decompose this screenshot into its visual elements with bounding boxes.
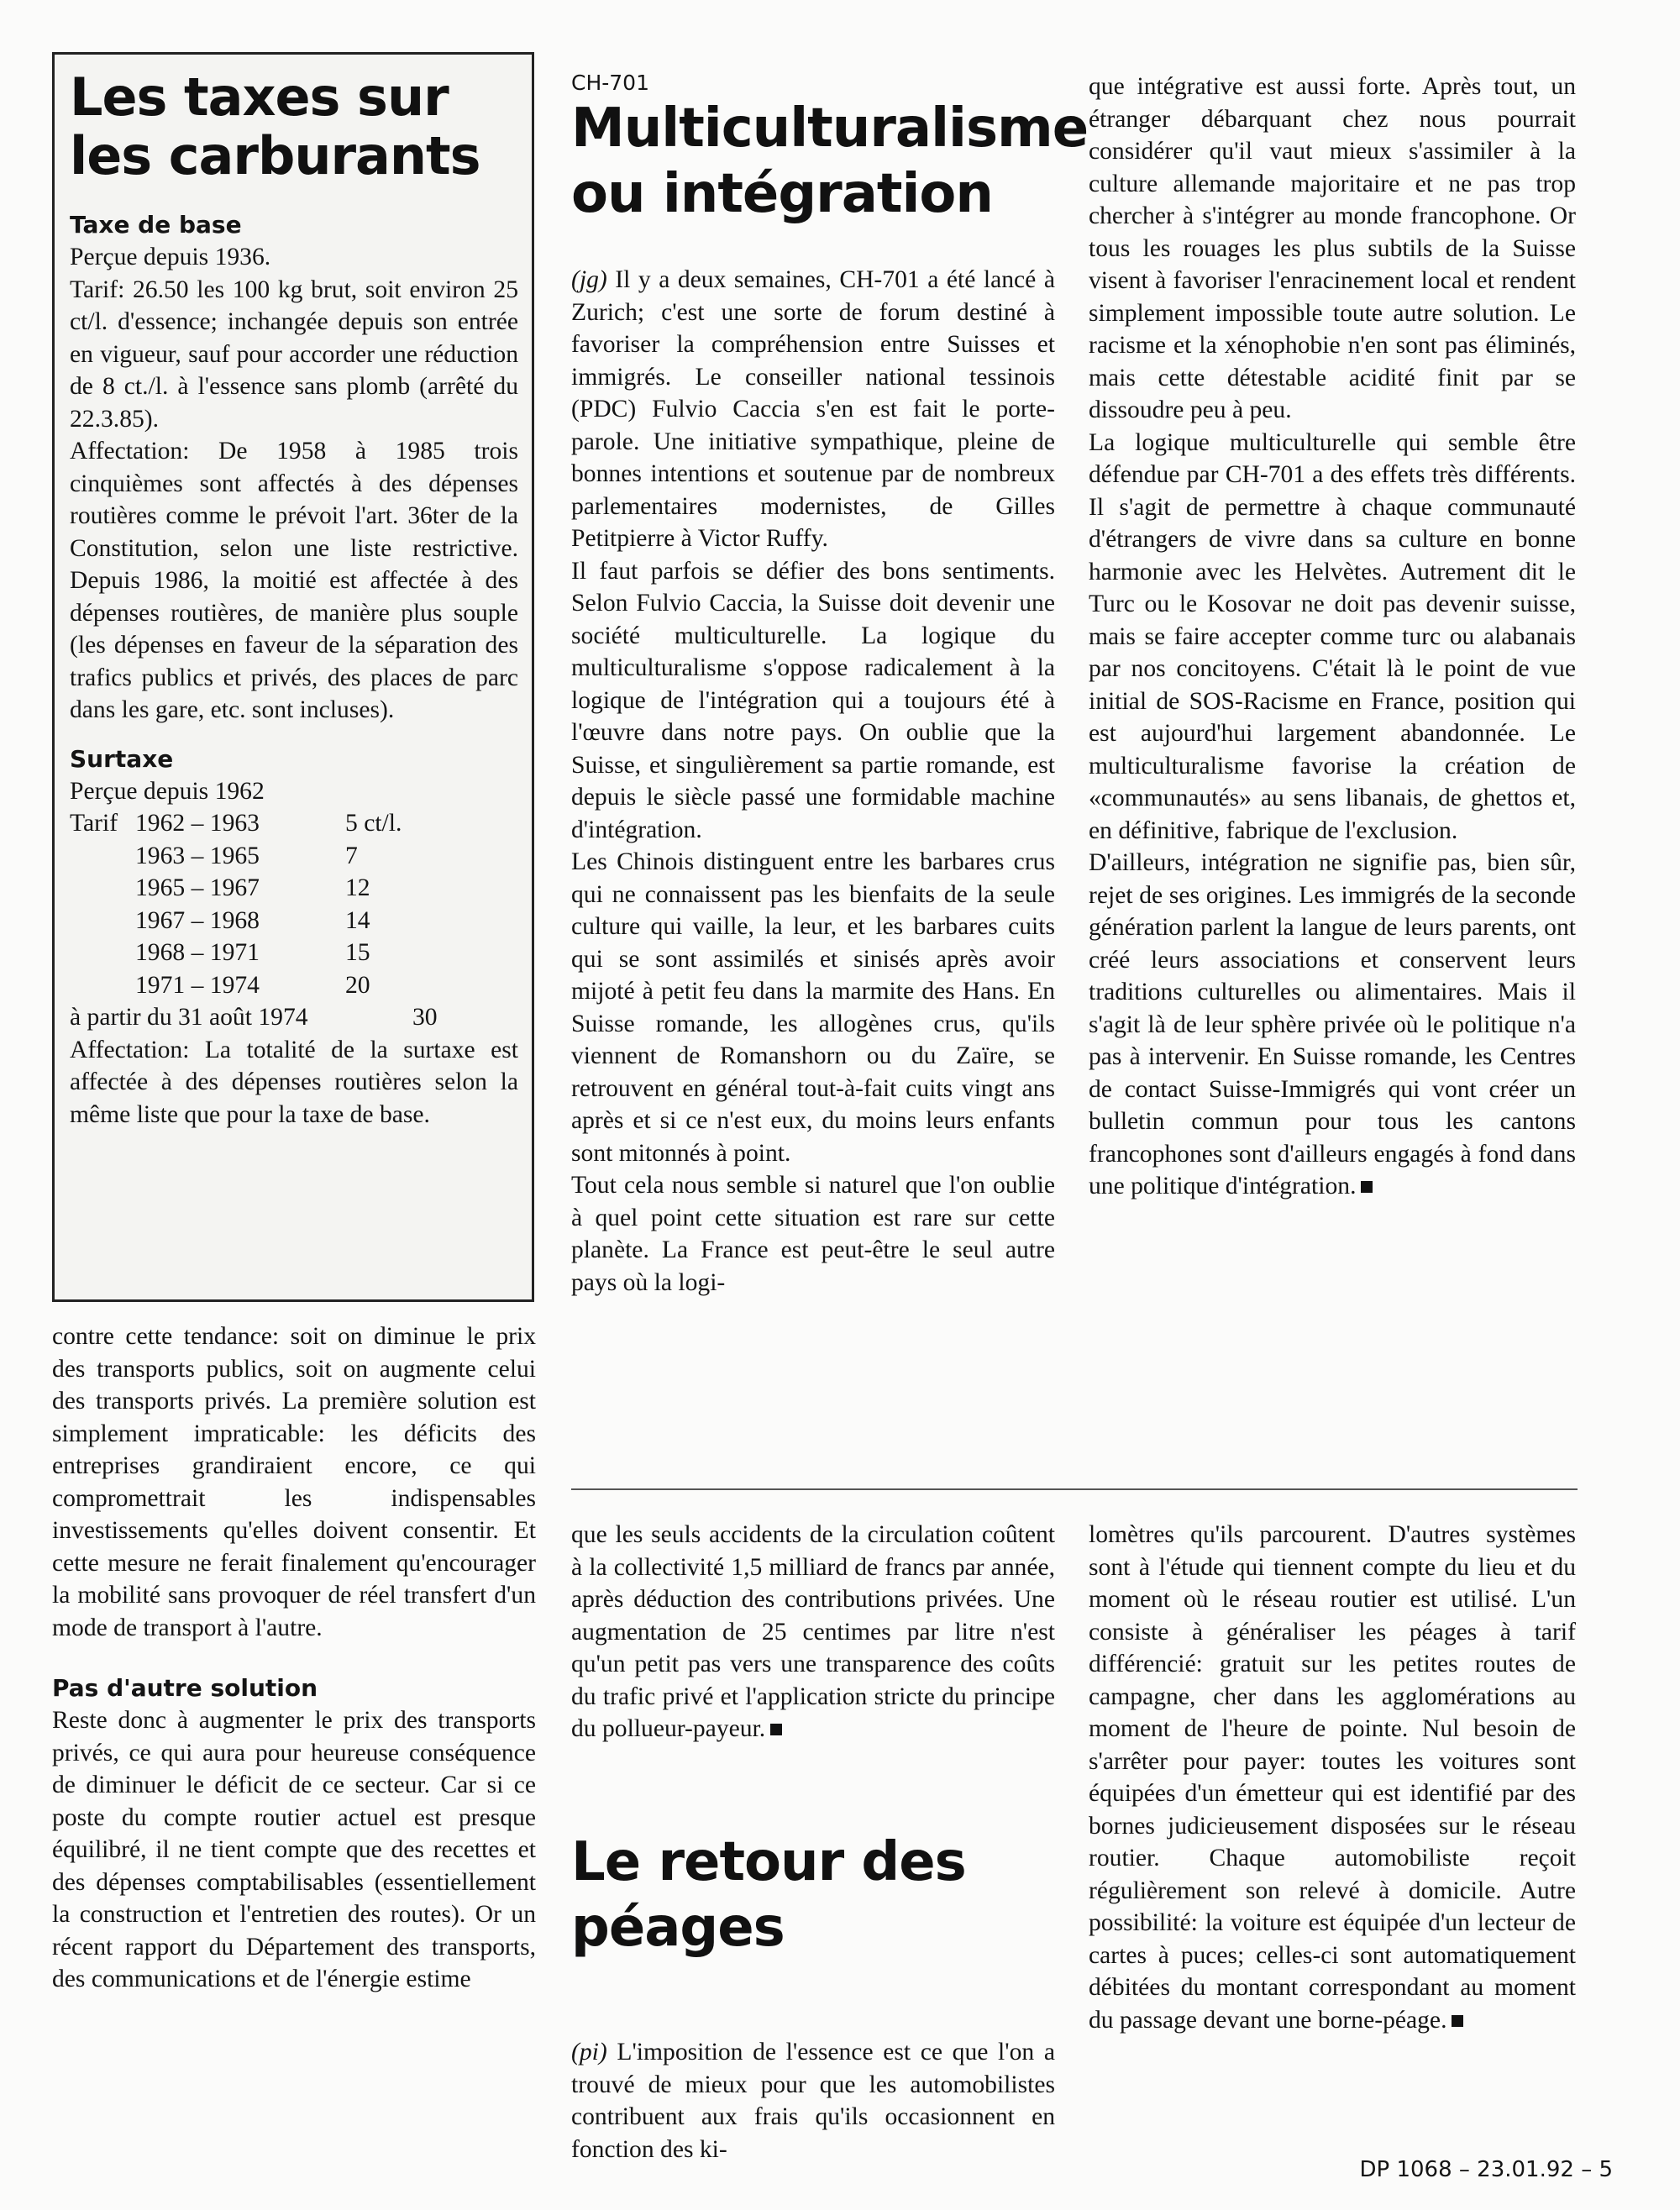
tarif-value: 5 ct/l.	[345, 810, 402, 837]
tarif-value: 14	[345, 906, 370, 934]
tarif-value: 12	[345, 874, 370, 901]
tarif-period: 1971 – 1974	[135, 971, 260, 999]
section-heading-pas-d-autre-solution: Pas d'autre solution	[52, 1674, 318, 1702]
body-paragraph-text: Il y a deux semaines, CH-701 a été lancé à Zurich; c'est une sorte de forum destiné à favoriser la compréhension entre Suisses et immigrés. Le conseiller national tessinois (PDC) Fulvio Caccia s'en est fait le porte-parole. Une initiative sympathique, pleine de bonnes intentions et soutenue par de nombreux parlementaires modernistes, de Gilles Petitpierre à Victor Ruffy.	[571, 266, 1055, 552]
body-paragraph: Les Chinois distinguent entre les barbares crus qui ne connaissent pas les bienfaits de la seule culture qui vaille, la leur, et les barbares cuits qui se sont assimilés et sinisés après avoir mijoté à petit feu dans la marmite des Hans. En Suisse romande, les allogènes crus, qu'ils viennent de Romanshorn ou du Zaïre, se retrouvent en général tout-à-fait cuits vingt ans après et si ce n'est eux, du moins leurs enfants sont mitonnés à point.	[571, 848, 1055, 1167]
tarif-since-row	[70, 1001, 518, 1034]
tarif-period: 1965 – 1967	[135, 874, 260, 901]
base-tax-para: Tarif: 26.50 les 100 kg brut, soit environ 25 ct/l. d'essence; inchangée depuis son entrée en vigueur, sauf pour accorder une réduction de 8 ct./l. à l'essence sans plomb (arrêté du 22.3.85).	[70, 276, 518, 433]
body-paragraph	[1089, 1519, 1576, 2036]
tarif-since-label: à partir du 31 août 1974	[70, 1004, 308, 1031]
body-paragraph-text: D'ailleurs, intégration ne signifie pas, bien sûr, rejet de ses origines. Les immigrés de la seconde génération parlent la langue de leurs parents, ont créé leurs associations et conservent leurs traditions culturelles ou alimentaires. Mais il s'agit là de leur sphère privée où le politique n'a pas à intervenir. En Suisse romande, les Centres de contact Suisse-Immigrés qui vont créer un bulletin commun pour tous les cantons francophones sont d'ailleurs engagés à fond dans une politique d'intégration.	[1089, 849, 1576, 1199]
tarif-value: 20	[345, 971, 370, 999]
body-paragraph	[1089, 847, 1576, 1203]
section-divider	[571, 1488, 1578, 1490]
page-footer: DP 1068 – 23.01.92 – 5	[1359, 2157, 1613, 2182]
body-paragraph: contre cette tendance: soit on diminue le prix des transports publics, soit on augmente celui des transports privés. La première solution est simplement impraticable: les déficits des entreprises grandiraient encore, ce qui compromettrait les indispensables investissements qu'elles doivent consentir. Et cette mesure ne ferait finalement qu'encourager la mobilité sans provoquer de réel transfert d'un mode de transport à l'autre.	[52, 1323, 536, 1641]
end-of-article-mark	[770, 1724, 782, 1735]
body-paragraph: Il faut parfois se défier des bons sentiments. Selon Fulvio Caccia, la Suisse doit devenir une société multiculturelle. La logique du multiculturalisme s'oppose radicalement à la logique de l'intégration qui a toujours été à l'œuvre dans notre pays. On oublie que la Suisse, et singulièrement sa partie romande, est depuis le siècle passé une formidable machine d'intégration.	[571, 557, 1055, 843]
article-multiculturalisme-col1	[571, 264, 1055, 1299]
body-paragraph-text: L'imposition de l'essence est ce que l'on a trouvé de mieux pour que les automobilistes contribuent aux frais qu'ils occasionnent en fonction des ki-	[571, 2039, 1055, 2163]
tarif-label: Tarif	[70, 810, 118, 837]
surtaxe-intro: Perçue depuis 1962	[70, 777, 265, 805]
base-tax-heading: Taxe de base	[70, 211, 242, 239]
end-of-article-mark	[1361, 1181, 1373, 1193]
article-peages-col2	[1089, 1519, 1576, 2036]
box-title: Les taxes sur les carburants	[70, 66, 480, 186]
fuel-tax-box	[52, 52, 534, 1302]
body-paragraph-text: que les seuls accidents de la circulation coûtent à la collectivité 1,5 milliard de francs par année, après déduction des contributions privées. Une augmentation de 25 centimes par litre n'est qu'un petit pas vers une transparence des coûts du trafic privé et l'application stricte du principe du pollueur-payeur.	[571, 1521, 1055, 1742]
tarif-period: 1967 – 1968	[135, 906, 260, 934]
tarif-value: 7	[345, 842, 358, 869]
author-initials: (pi)	[571, 2039, 607, 2066]
article-title-le-retour-des-peages: Le retour des péages	[571, 1831, 966, 1959]
body-paragraph	[571, 264, 1055, 555]
article-kicker: CH-701	[571, 71, 649, 95]
article-multiculturalisme-col2	[1089, 71, 1576, 1203]
tarif-value: 15	[345, 939, 370, 966]
end-of-article-mark	[1452, 2015, 1463, 2027]
body-paragraph: La logique multiculturelle qui semble être défendue par CH-701 a des effets très différents. Il s'agit de permettre à chaque communauté d'étrangers de vivre dans sa culture en bonne harmonie avec les Helvètes. Autrement dit le Turc ou le Kosovar ne doit pas devenir suisse, mais se faire accepter comme turc ou alabanais par nos concitoyens. C'était là le point de vue initial de SOS-Racisme en France, position qui est aujourd'hui largement abandonnée. Le multiculturalisme favorise la création de «communautés» au sens libanais, de ghettos et, en définitive, fabrique de l'exclusion.	[1089, 428, 1576, 844]
body-paragraph	[571, 2036, 1055, 2165]
body-paragraph: Tout cela nous semble si naturel que l'on oublie à quel point cette situation est rare sur cette planète. La France est peut-être le seul autre pays où la logi-	[571, 1172, 1055, 1296]
author-initials: (jg)	[571, 266, 607, 293]
tarif-period: 1962 – 1963	[135, 810, 260, 837]
tarif-period: 1963 – 1965	[135, 842, 260, 869]
tarif-period: 1968 – 1971	[135, 939, 260, 966]
body-paragraph	[571, 1519, 1055, 1745]
body-paragraph: que intégrative est aussi forte. Après tout, un étranger débarquant chez nous pourrait considérer qu'il vaut mieux s'assimiler à la culture allemande majoritaire et ne pas trop chercher à s'intégrer au monde francophone. Or tous les rouages les plus subtils de la Suisse visent à favoriser l'enracinement local et rendent simplement impossible toute autre solution. Le racisme et la xénophobie n'en sont pas éliminés, mais cette détestable acidité finit par se dissoudre peu à peu.	[1089, 73, 1576, 423]
article-peages-col1	[571, 2036, 1055, 2165]
article-multiculturalisme-header	[571, 71, 1089, 227]
body-paragraph: Reste donc à augmenter le prix des transports privés, ce qui aura pour heureuse conséquence de diminuer le déficit de ce secteur. Car si ce poste du compte routier actuel est presque équilibré, il ne tient compte que des recettes et des dépenses comptabilisables (essentiellement la construction et l'entretien des routes). Or un récent rapport du Département des transports, des communications et de l'énergie estime	[52, 1707, 536, 1992]
surtaxe-affectation: Affectation: La totalité de la surtaxe est affectée à des dépenses routières selon la même liste que pour la taxe de base.	[70, 1036, 518, 1128]
base-tax-para: Affectation: De 1958 à 1985 trois cinquièmes sont affectés à des dépenses routières comme le prévoit l'art. 36ter de la Constitution, selon une liste restrictive. Depuis 1986, la moitié est affectée à des dépenses routières, de manière plus souple (les dépenses en faveur de la séparation des trafics publics et privés, des places de parc dans les gare, etc. sont incluses).	[70, 438, 518, 723]
tarif-since-value: 30	[412, 1004, 438, 1031]
box-body	[70, 209, 518, 1131]
fuel-tax-article-continuation	[52, 1320, 536, 1996]
article-title: Multiculturalisme ou intégration	[571, 97, 1089, 225]
base-tax-para: Perçue depuis 1936.	[70, 244, 271, 270]
surtaxe-heading: Surtaxe	[70, 744, 174, 773]
fuel-tax-article-ending	[571, 1519, 1055, 1745]
surtaxe-rate-table	[70, 807, 518, 1001]
body-paragraph-text: lomètres qu'ils parcourent. D'autres systèmes sont à l'étude qui tiennent compte du lieu et du moment où le réseau routier est utilisé. L'un consiste à généraliser les péages à tarif différencié: gratuit sur les petites routes de campagne, cher dans les agglomérations au moment de l'heure de pointe. Nul besoin de s'arrêter pour payer: toutes les voitures sont équipées d'un émetteur qui est identifié par des bornes judicieusement disposées sur le réseau routier. Chaque automobiliste reçoit régulièrement son relevé à domicile. Autre possibilité: la voiture est équipée d'un lecteur de cartes à puces; celles-ci sont automatiquement débitées du montant correspondant au moment du passage devant une borne-péage.	[1089, 1521, 1576, 2034]
